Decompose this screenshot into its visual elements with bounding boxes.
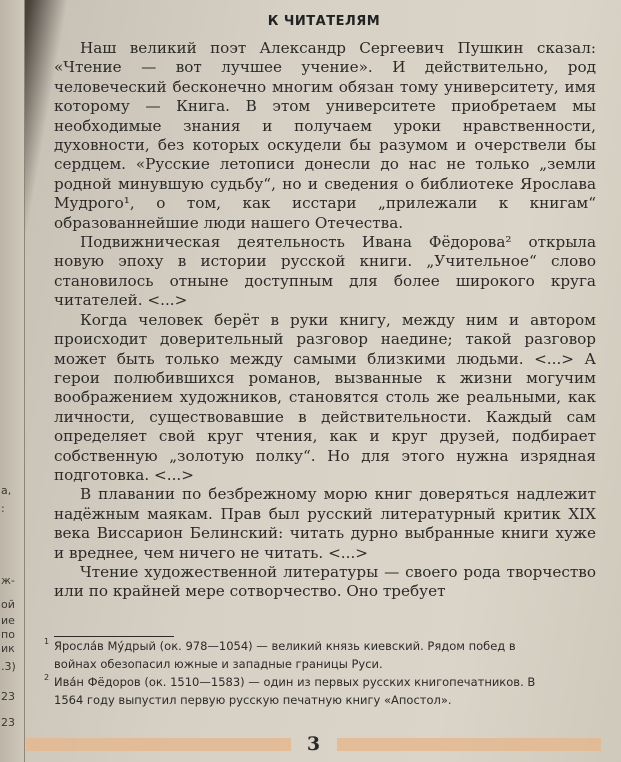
left-fragment: ж- [1,574,15,587]
left-fragment: а, [1,484,12,497]
page-number: 3 [306,733,321,755]
book-page [44,8,604,762]
page-title: К ЧИТАТЕЛЯМ [267,14,381,29]
left-fragment: по [1,628,15,641]
footnote-text: Яросла́в Му́дрый (ок. 978—1054) — великий князь киевский. Рядом побед в войнах обезопасил южные и западные границы Руси. [54,638,516,671]
footnote-text: Ива́н Фёдоров (ок. 1510—1583) — один из первых русских книгопечатников. В 1564 году выпустил первую русскую печатную книгу «Апостол». [54,674,536,707]
footnote-number: 2 [44,672,50,682]
left-fragment: 23 [1,690,15,703]
left-fragment: 23 [1,716,15,729]
paragraph: Подвижническая деятельность Ивана Фёдорова² открыла новую эпоху в истории русской книги. „Учительное“ слово становилось отныне доступным для более широкого круга читателей. <...> [54,233,596,310]
left-fragment: ой [1,598,15,611]
footnote [44,637,544,673]
left-fragment: .3) [1,660,16,673]
page-number-bar [26,732,601,756]
footnote-number: 1 [44,636,50,646]
decorative-bar-right [337,738,602,751]
left-fragment: ик [1,642,15,655]
left-page-edge [0,0,25,762]
paragraph: Когда человек берёт в руки книгу, между ним и автором происходит доверительный разговор наедине; такой разговор может быть только между самыми близкими людьми. <...> А герои полюбившихся романов, вызванные к жизни могучим воображением художников, становятся столь же реальными, как личности, существовавшие в действительности. Каждый сам определяет свой круг чтения, как и круг друзей, подбирает собственную „золотую полку“. Но для этого нужна изрядная подготовка. <...> [54,310,596,484]
paragraph: Чтение художественной литературы — своего рода творчество или по крайней мере сотворчество. Оно требует [54,562,596,601]
left-fragment: : [1,502,5,515]
paragraph: Наш великий поэт Александр Сергеевич Пушкин сказал: «Чтение — вот лучшее учение». И действительно, род человеческий бесконечно многим обязан тому университету, имя которому — Книга. В этом университете приобретаем мы необходимые знания и получаем уроки нравственности, духовности, без которых оскудели бы разумом и очерствели бы сердцем. «Русские летописи донесли до нас не только „земли родной минувшую судьбу“, но и сведения о библиотеке Ярослава Мудрого¹, о том, как исстари „прилежали к книгам“ образованнейшие люди нашего Отечества. [54,39,596,232]
left-fragment: ие [1,614,15,627]
decorative-bar-left [26,738,291,751]
paragraph: В плавании по безбрежному морю книг доверяться надлежит надёжным маякам. Прав был русский литературный критик XIX века Виссарион Белинский: читать дурно выбранные книги хуже и вреднее, чем ничего не читать. <...> [54,485,596,562]
footnote [44,673,544,709]
